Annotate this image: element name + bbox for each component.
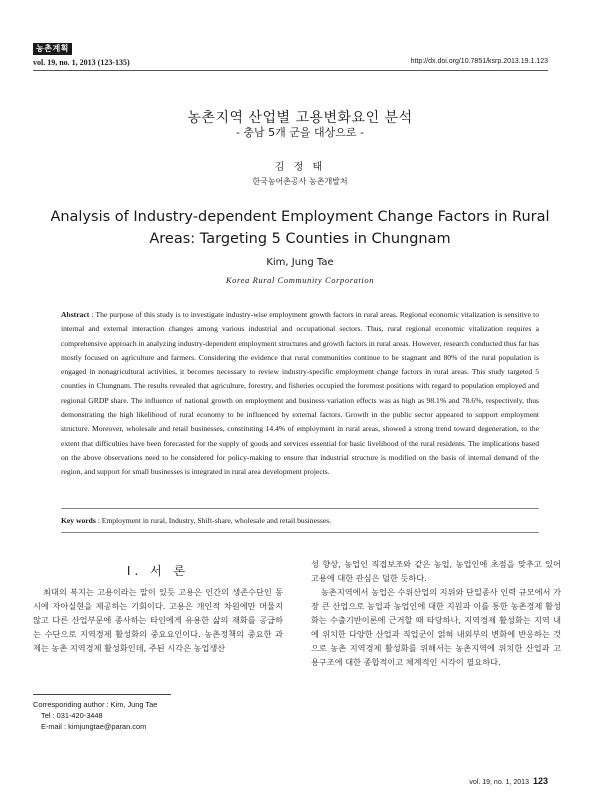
keywords [61,516,539,525]
intro-paragraph-2: 농촌지역에서 농업은 수위산업의 지위와 단일종사 인력 규모에서 가장 큰 산업으로 농업과 농업인에 대한 지원과 이를 통한 농촌경제 활성화는 수출기반이론에 근거할 때 타당하나, 지역경제 활성화는 지역 내에 위치한 다양한 산업과 직업군이 얽혀 내외부의 변화에 반응하는 것으로 농촌 지역경제 활성화를 위해서는 농촌지역에 위치한 산업과 고용구조에 대한 종합적이고 체계적인 시각이 필요하다. [311,587,561,667]
body-column-left [33,585,283,655]
korean-subtitle: - 충남 5개 군을 대상으로 - [235,126,365,139]
body-column-right [311,557,561,669]
page-number: 123 [532,776,548,786]
abstract-label: Abstract [61,310,90,319]
english-affiliation: Korea Rural Community Corporation [225,275,375,285]
english-title: Analysis of Industry-dependent Employment Change Factors in Rural Areas: Targeting 5 Counties in Chungnam [50,209,550,247]
keywords-bottom-divider [61,532,539,533]
intro-paragraph-1: 최대의 복지는 고용이라는 말이 있듯 고용은 인간의 생존수단인 동시에 자아실현을 제공하는 기회이다. 고용은 개인적 차원에만 머물지 않고 다른 산업부문에 종사하는 타인에게 유용한 삶의 재화를 공급하는 수단으로 지역경제 활성화의 중요요인이다. 농촌정책의 중요한 과제는 농촌 지역경제 활성화인데, 주된 시각은 농업생산 [33,587,283,653]
korean-affiliation: 한국농어촌공사 농촌개발처 [252,177,348,186]
journal-logo: 농촌계획 [33,43,72,55]
keywords-label: Key words [61,516,96,525]
author-tel: Tel : 031-420-3448 [41,711,103,720]
keywords-top-divider [61,508,539,509]
page-footer [469,776,548,786]
english-author: Kim, Jung Tae [266,257,334,268]
doi-link[interactable]: http://dx.doi.org/10.7851/ksrp.2013.19.1.123 [410,58,548,65]
footnote-divider [33,694,171,695]
keywords-text: : Employment in rural, Industry, Shift-share, wholesale and retail businesses. [95,516,332,525]
intro-paragraph-1-continued: 성 향상, 농업인 직접보조와 같은 농업, 농업인에 초점을 맞추고 있어 고용에 대한 관심은 덜한 듯하다. [311,559,561,583]
header-divider [33,70,548,71]
footnote [33,699,157,732]
author-email[interactable]: E-mail : kimjungtae@paran.com [41,722,147,731]
korean-author: 김 정 태 [274,162,326,173]
footer-volume: vol. 19, no. 1, 2013 [469,779,529,786]
korean-title: 농촌지역 산업별 고용변화요인 분석 [187,110,413,126]
abstract [61,308,539,480]
volume-info: vol. 19, no. 1, 2013 (123-135) [33,58,130,67]
abstract-text: : The purpose of this study is to investigate industry-wise employment growth factors in rural areas. Regional economic vitalization is sensitive to internal and external interaction changes among various industrial and occupational sectors. Thus, rural regional economic vitalization requires a comprehensive approach in analyzing industry-dependent employment structures and growth factors in rural areas. However, research conducted thus far has mostly focused on agriculture and farmers. Considering the evidence that rural communities continue to be stagnant and 80% of the rural population is engaged in nonagricultural activities, it becomes necessary to review industry-specific employment change factors in rural areas. This study targeted 5 counties in Chungnam. The results revealed that agriculture, forestry, and fisheries occupied the foremost positions with regard to population employed and regional GRDP share. The influence of national growth on employment and business variation effects was as high as 98.1% and 78.6%, respectively, thus demonstrating the high likelihood of rural economy to be influenced by external factors. Growth in the public sector appeared to support employment structure. Moreover, wholesale and retail businesses, constituting 14.4% of employment in rural areas, showed a strong trend toward degeneration, to the extent that difficulties have been forecasted for the supply of goods and services essential for basic livelihood of the rural residents. The implications based on the above observations need to be considered for policy-making to ensure that industrial structure is modified on the basis of internal demand of the region, and support for small businesses is integrated in rural area development projects. [61,310,539,477]
section-heading-introduction: I. 서 론 [126,564,190,578]
corresponding-author: Corresponding author : Kim, Jung Tae [33,700,158,709]
